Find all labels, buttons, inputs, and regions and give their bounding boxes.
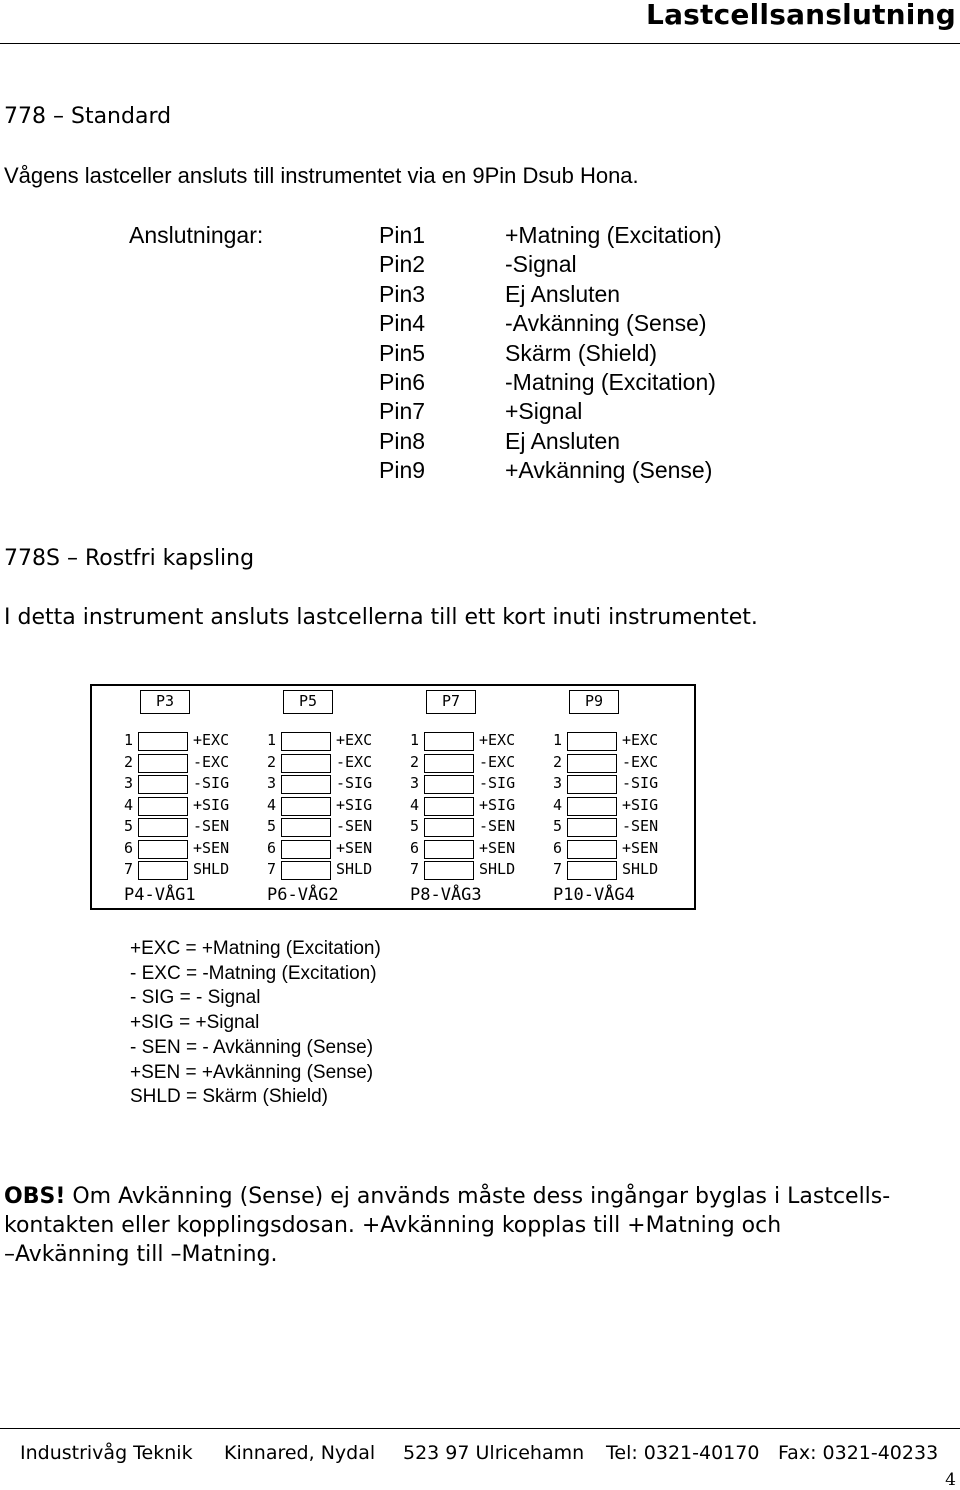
- terminal-box: [281, 754, 331, 773]
- terminal-box: [281, 861, 331, 880]
- pin-function: -Avkänning (Sense): [505, 310, 707, 337]
- legend-item: SHLD = Skärm (Shield): [130, 1086, 328, 1108]
- terminal-signal: SHLD: [622, 860, 659, 878]
- legend-list: [130, 938, 530, 1118]
- terminal-number: 3: [553, 774, 563, 792]
- terminal-number: 7: [124, 860, 134, 878]
- terminal-signal: -SIG: [622, 774, 659, 792]
- pin-function: +Avkänning (Sense): [505, 457, 713, 484]
- page-header-title: Lastcellsanslutning: [646, 0, 956, 31]
- pin-number: Pin7: [379, 398, 426, 425]
- terminal-number: 1: [553, 731, 563, 749]
- terminal-signal: +SEN: [336, 838, 373, 857]
- terminal-signal: SHLD: [479, 860, 516, 878]
- connector-label: P5: [283, 690, 333, 714]
- connector-scale-label: P8-VÅG3: [410, 885, 482, 905]
- terminal-number: 7: [410, 860, 420, 878]
- terminal-number: 6: [267, 838, 277, 857]
- pin-function: -Matning (Excitation): [505, 369, 716, 395]
- connector-scale-label: P4-VÅG1: [124, 885, 196, 905]
- section-778-intro: Vågens lastceller ansluts till instrumentet via en 9Pin Dsub Hona.: [4, 163, 639, 188]
- terminal-number: 7: [553, 860, 563, 878]
- terminal-box: [567, 775, 617, 794]
- terminal-box: [138, 818, 188, 837]
- pin-function: +Matning (Excitation): [505, 222, 722, 248]
- terminal-box: [567, 840, 617, 859]
- legend-item: +EXC = +Matning (Excitation): [130, 938, 381, 959]
- terminal-box: [281, 775, 331, 794]
- terminal-number: 2: [124, 752, 134, 771]
- connections-label: Anslutningar:: [129, 222, 264, 248]
- section-778-heading: 778 – Standard: [4, 104, 172, 129]
- terminal-number: 5: [124, 817, 134, 835]
- terminal-box: [138, 732, 188, 751]
- terminal-box: [138, 861, 188, 880]
- terminal-number: 6: [553, 838, 563, 857]
- terminal-box: [567, 754, 617, 773]
- terminal-signal: -EXC: [479, 752, 516, 771]
- terminal-number: 4: [553, 795, 563, 814]
- terminal-number: 3: [267, 774, 277, 792]
- terminal-number: 4: [267, 795, 277, 814]
- note-line-1: [4, 1182, 890, 1211]
- footer-divider: [0, 1428, 960, 1429]
- pin-number: Pin6: [379, 369, 426, 395]
- header-divider: [0, 43, 960, 44]
- pin-number: Pin3: [379, 280, 426, 307]
- terminal-box: [281, 818, 331, 837]
- note-text-1: Om Avkänning (Sense) ej används måste dess ingångar byglas i Lastcells-: [65, 1184, 891, 1209]
- terminal-box: [567, 732, 617, 751]
- legend-item: - SIG = - Signal: [130, 987, 261, 1009]
- terminal-number: 2: [553, 752, 563, 771]
- terminal-number: 1: [410, 731, 420, 749]
- footer-fax: Fax: 0321-40233: [778, 1442, 939, 1464]
- footer-company: Industrivåg Teknik: [20, 1442, 193, 1464]
- note-line-2: kontakten eller kopplingsdosan. +Avkänning kopplas till +Matning och: [4, 1213, 782, 1238]
- terminal-signal: +EXC: [336, 731, 373, 749]
- pin-number: Pin2: [379, 251, 426, 278]
- connector-scale-label: P10-VÅG4: [553, 885, 635, 905]
- section-778s-intro: I detta instrument ansluts lastcellerna till ett kort inuti instrumentet.: [4, 605, 758, 630]
- section-778s-heading: 778S – Rostfri kapsling: [4, 546, 255, 571]
- terminal-box: [281, 797, 331, 816]
- terminal-box: [138, 840, 188, 859]
- terminal-signal: +EXC: [622, 731, 659, 749]
- terminal-signal: -SEN: [193, 817, 230, 835]
- terminal-box: [567, 818, 617, 837]
- pin-function: Skärm (Shield): [505, 339, 658, 366]
- terminal-box: [424, 840, 474, 859]
- terminal-signal: +EXC: [479, 731, 516, 749]
- note-label: OBS!: [4, 1184, 66, 1209]
- terminal-signal: -EXC: [193, 752, 230, 771]
- footer-tel: Tel: 0321-40170: [606, 1442, 760, 1464]
- footer-address: Kinnared, Nydal: [224, 1442, 376, 1464]
- terminal-number: 4: [410, 795, 420, 814]
- legend-item: - SEN = - Avkänning (Sense): [130, 1036, 374, 1058]
- terminal-number: 2: [267, 752, 277, 771]
- terminal-box: [424, 818, 474, 837]
- pin-function: Ej Ansluten: [505, 427, 621, 454]
- terminal-box: [424, 732, 474, 751]
- terminal-signal: +SEN: [479, 838, 516, 857]
- terminal-signal: -EXC: [336, 752, 373, 771]
- terminal-signal: +SIG: [336, 795, 373, 814]
- terminal-box: [424, 775, 474, 794]
- terminal-box: [424, 754, 474, 773]
- terminal-box: [424, 797, 474, 816]
- footer-postal: 523 97 Ulricehamn: [403, 1442, 585, 1464]
- legend-item: +SIG = +Signal: [130, 1012, 260, 1034]
- legend-item: +SEN = +Avkänning (Sense): [130, 1061, 374, 1083]
- terminal-signal: -SIG: [193, 774, 230, 792]
- terminal-number: 6: [124, 838, 134, 857]
- terminal-number: 5: [410, 817, 420, 835]
- terminal-number: 6: [410, 838, 420, 857]
- terminal-box: [138, 754, 188, 773]
- terminal-box: [281, 840, 331, 859]
- terminal-number: 3: [124, 774, 134, 792]
- terminal-signal: -SIG: [479, 774, 516, 792]
- pin-function: +Signal: [505, 398, 583, 425]
- pin-function: -Signal: [505, 251, 577, 278]
- page-number: 4: [945, 1470, 956, 1490]
- note-line-3: –Avkänning till –Matning.: [4, 1242, 278, 1267]
- terminal-box: [281, 732, 331, 751]
- legend-item: - EXC = -Matning (Excitation): [130, 962, 377, 984]
- terminal-signal: SHLD: [193, 860, 230, 878]
- pin-number: Pin8: [379, 427, 426, 454]
- connector-label: P3: [140, 690, 190, 714]
- terminal-signal: -SEN: [336, 817, 373, 835]
- pin-list: [379, 222, 839, 492]
- terminal-signal: +SIG: [479, 795, 516, 814]
- terminal-signal: +SEN: [193, 838, 230, 857]
- connector-scale-label: P6-VÅG2: [267, 885, 339, 905]
- terminal-box: [567, 861, 617, 880]
- terminal-box: [138, 797, 188, 816]
- terminal-number: 5: [553, 817, 563, 835]
- terminal-board-diagram: [90, 684, 696, 910]
- terminal-signal: +SIG: [193, 795, 230, 814]
- pin-function: Ej Ansluten: [505, 280, 621, 307]
- pin-number: Pin1: [379, 222, 426, 248]
- terminal-signal: -SEN: [479, 817, 516, 835]
- terminal-number: 1: [267, 731, 277, 749]
- terminal-box: [567, 797, 617, 816]
- terminal-signal: -SIG: [336, 774, 373, 792]
- terminal-signal: -SEN: [622, 817, 659, 835]
- terminal-number: 7: [267, 860, 277, 878]
- pin-number: Pin9: [379, 457, 426, 484]
- terminal-number: 4: [124, 795, 134, 814]
- connector-label: P9: [569, 690, 619, 714]
- pin-number: Pin4: [379, 310, 426, 337]
- terminal-signal: -EXC: [622, 752, 659, 771]
- connector-label: P7: [426, 690, 476, 714]
- terminal-signal: +EXC: [193, 731, 230, 749]
- terminal-box: [424, 861, 474, 880]
- terminal-number: 1: [124, 731, 134, 749]
- terminal-number: 3: [410, 774, 420, 792]
- terminal-signal: SHLD: [336, 860, 373, 878]
- terminal-signal: +SEN: [622, 838, 659, 857]
- terminal-signal: +SIG: [622, 795, 659, 814]
- terminal-box: [138, 775, 188, 794]
- pin-number: Pin5: [379, 339, 426, 366]
- terminal-number: 5: [267, 817, 277, 835]
- terminal-number: 2: [410, 752, 420, 771]
